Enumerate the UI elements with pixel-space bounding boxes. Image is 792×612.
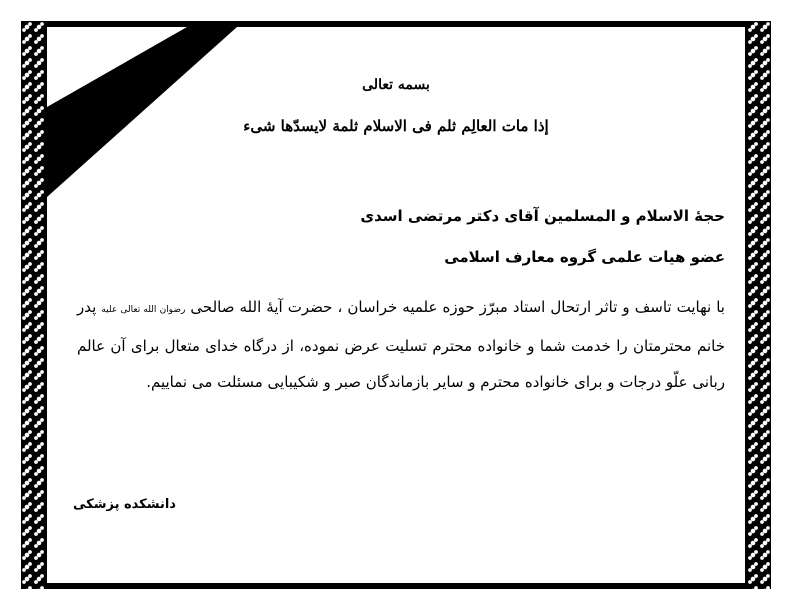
condolence-letter xyxy=(21,21,771,589)
body-text-part1: با نهایت تاسف و تاثر ارتحال استاد مبرّز حوزه علمیه خراسان ، حضرت آیۀ الله صالحی xyxy=(190,298,725,316)
mourning-ribbon-icon xyxy=(47,27,247,197)
opening-heading: بسمه تعالی xyxy=(362,77,430,93)
recipient-name: حجۀ الاسلام و المسلمین آقای دکتر مرتضی اسدی xyxy=(360,207,725,225)
left-ornamental-border xyxy=(21,21,45,589)
right-ornamental-border xyxy=(747,21,771,589)
recipient-position: عضو هیات علمی گروه معارف اسلامی xyxy=(444,248,725,266)
body-text-part2: پدر خانم محترمتان را خدمت شما و خانواده محترم تسلیت عرض نموده، از درگاه خدای متعال برای آن عالم ربانی علّو درجات و برای خانواده محترم و سایر بازماندگان صبر و شکیبایی مسئلت می نماییم. xyxy=(77,298,725,391)
bottom-border xyxy=(21,583,771,589)
signature: دانشکده پزشکی xyxy=(73,497,176,512)
honorific-text: رضوان الله تعالی علیه xyxy=(101,305,186,315)
quote-heading: إذا مات العالِم ثلم فی الاسلام ثلمة لایسدّها شیء xyxy=(243,117,549,135)
letter-body xyxy=(77,289,725,400)
